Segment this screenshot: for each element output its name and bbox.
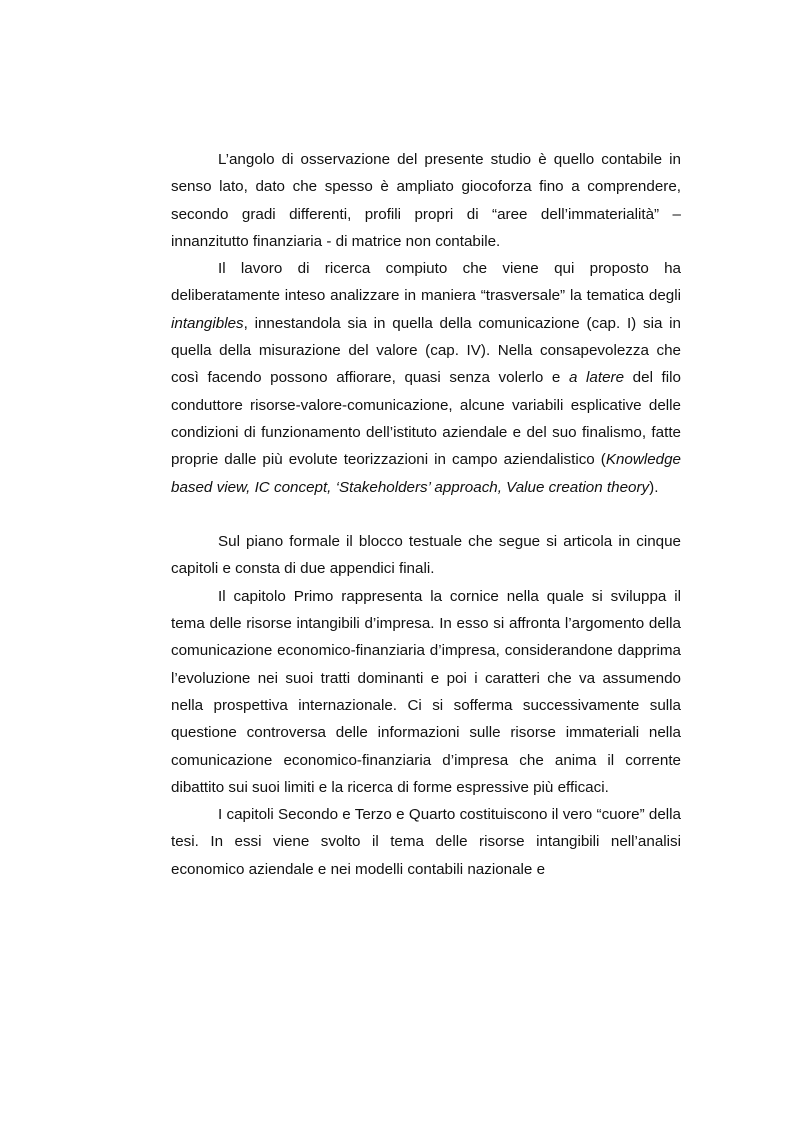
text-run: Sul piano formale il blocco testuale che segue si articola in cinque capitoli e consta di due appendici finali. (171, 533, 681, 578)
paragraph (171, 255, 681, 501)
text-run: Il lavoro di ricerca compiuto che viene qui proposto ha deliberatamente inteso analizzare in maniera “trasversale” la tematica degli (171, 260, 681, 305)
italic-term: Knowledge based view, IC concept, ‘Stakeholders’ approach, Value creation theory (171, 451, 681, 496)
paragraph (171, 801, 681, 883)
paragraph (171, 528, 681, 583)
paragraph (171, 146, 681, 255)
body-text (171, 146, 681, 883)
text-run: del filo conduttore risorse-valore-comunicazione, alcune variabili esplicative delle condizioni di funzionamento dell’istituto aziendale e del suo finalismo, fatte proprie dalle più evolute teorizzazioni in campo aziendalistico ( (171, 369, 681, 469)
text-run: ). (649, 478, 659, 496)
text-run: , innestandola sia in quella della comunicazione (cap. I) sia in quella della misurazione del valore (cap. IV). Nella consapevolezza che così facendo possono affiorare, quasi senza volerlo e (171, 314, 681, 387)
paragraph (171, 583, 681, 801)
text-run: I capitoli Secondo e Terzo e Quarto costituiscono il vero “cuore” della tesi. In essi viene svolto il tema delle risorse intangibili nell’analisi economico aziendale e nei modelli contabili nazionale e (171, 806, 681, 878)
italic-term: intangibles (171, 314, 244, 332)
text-run: Il capitolo Primo rappresenta la cornice nella quale si sviluppa il tema delle risorse intangibili d’impresa. In esso si affronta l’argomento della comunicazione economico-finanziaria d’impresa, considerandone dapprima l’evoluzione nei suoi tratti dominanti e poi i caratteri che va assumendo nella prospettiva internazionale. Ci si sofferma successivamente sulla questione controversa delle informazioni sulle risorse immateriali nella comunicazione economico-finanziaria d’impresa che anima il corrente dibattito sui suoi limiti e la ricerca di forme espressive più efficaci. (171, 587, 681, 796)
italic-term: a latere (568, 369, 625, 387)
text-run: L’angolo di osservazione del presente studio è quello contabile in senso lato, dato che spesso è ampliato giocoforza fino a comprendere, secondo gradi differenti, profili propri di “aree dell’immaterialità” – innanzitutto finanziaria - di matrice non contabile. (171, 151, 681, 250)
